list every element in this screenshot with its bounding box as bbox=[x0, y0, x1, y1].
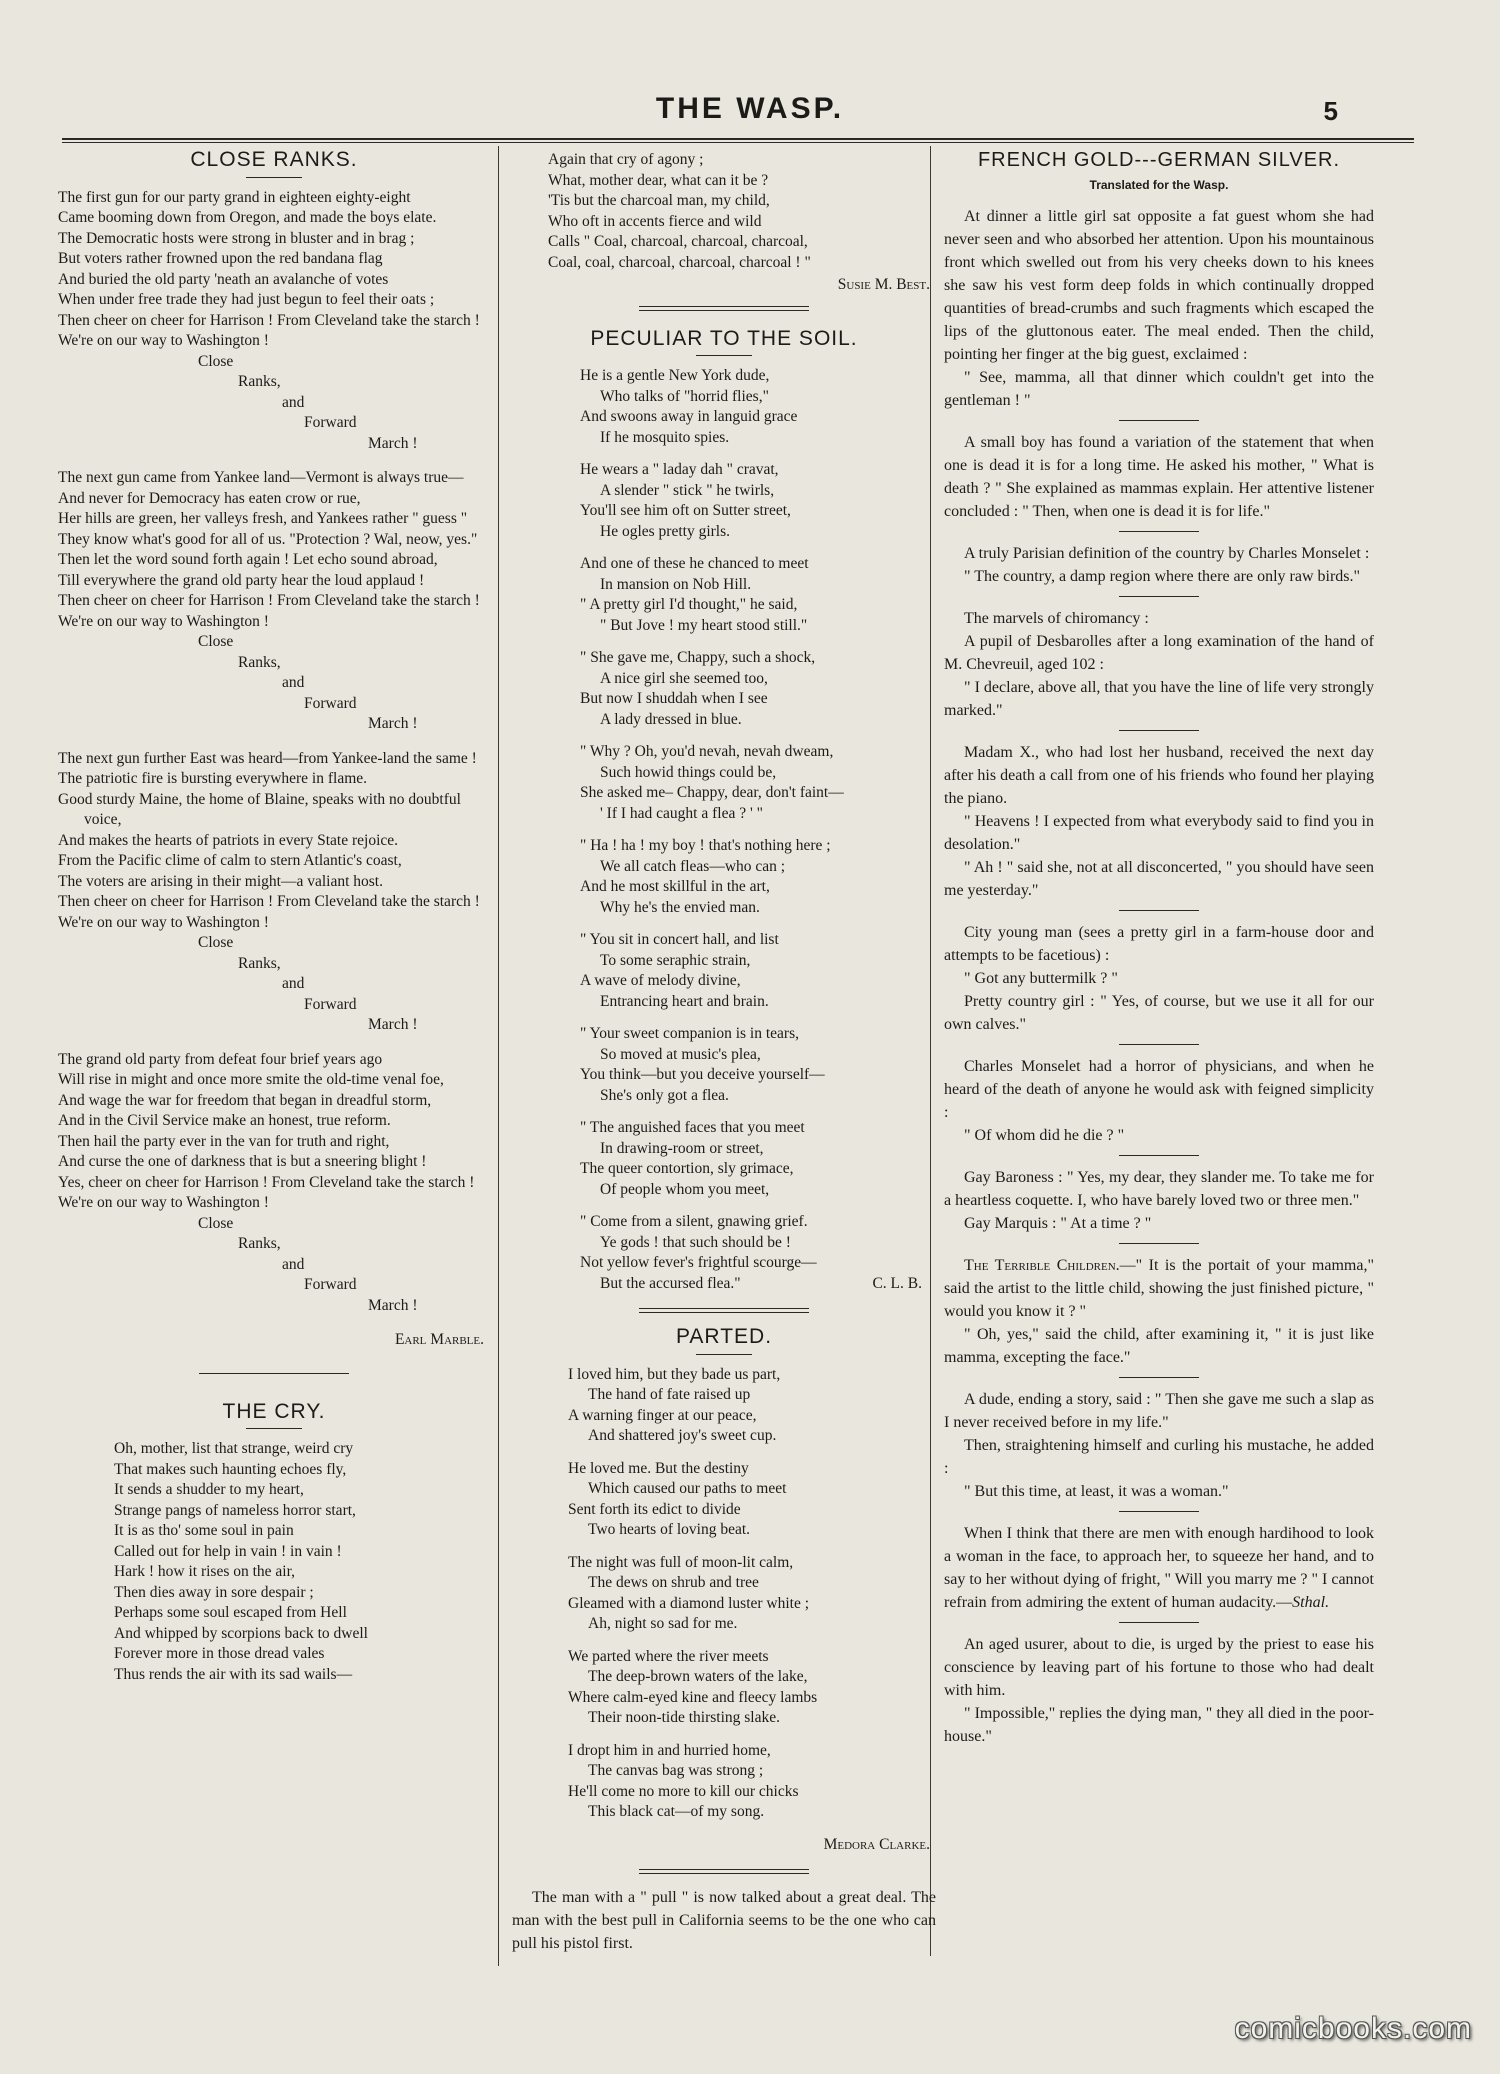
verse-line: " Why ? Oh, you'd nevah, nevah dweam, bbox=[580, 743, 834, 760]
attribution-sthal: Sthal. bbox=[1292, 1594, 1330, 1611]
anecdote-physicians bbox=[944, 1055, 1374, 1147]
verse-line: " You sit in concert hall, and list bbox=[580, 931, 779, 948]
verse-line: We're on our way to Washington ! bbox=[58, 332, 269, 349]
verse-line: Forever more in those dread vales bbox=[114, 1645, 325, 1662]
verse-line: Came booming down from Oregon, and made the boys elate. bbox=[58, 209, 437, 226]
anecdote-fat-guest bbox=[944, 205, 1374, 412]
item-rule bbox=[1119, 910, 1199, 911]
poem-peculiar-to-the-soil bbox=[512, 366, 936, 1294]
poem-title-close-ranks: CLOSE RANKS. bbox=[190, 148, 358, 171]
verse-line: Calls " Coal, charcoal, charcoal, charcoal, bbox=[548, 233, 808, 250]
paragraph: A truly Parisian definition of the country by Charles Monselet : bbox=[964, 545, 1370, 562]
signature-susie-best: Susie M. Best. bbox=[837, 276, 930, 293]
verse-line: " Ha ! ha ! my boy ! that's nothing here ; bbox=[580, 837, 831, 854]
stanza bbox=[580, 742, 936, 824]
paragraph: A dude, ending a story, said : " Then she gave me such a slap as I never received before in my life." bbox=[944, 1391, 1374, 1431]
poem-close-ranks bbox=[58, 188, 490, 1317]
poem-title-parted: PARTED. bbox=[675, 1325, 773, 1348]
verse-line: " Your sweet companion is in tears, bbox=[580, 1025, 799, 1042]
verse-line: Which caused our paths to meet bbox=[588, 1480, 787, 1497]
paragraph: Madam X., who had lost her husband, received the next day after his death a call from one of his friends who found her playing the piano. bbox=[944, 744, 1374, 807]
item-rule bbox=[1119, 420, 1199, 421]
run-in-head: The Terrible Children. bbox=[964, 1257, 1120, 1274]
verse-line: " She gave me, Chappy, such a shock, bbox=[580, 649, 816, 666]
verse-line: In drawing-room or street, bbox=[600, 1139, 764, 1157]
verse-line: From the Pacific clime of calm to stern Atlantic's coast, bbox=[58, 852, 402, 869]
verse-line: He ogles pretty girls. bbox=[600, 522, 731, 540]
signature-earl-marble: Earl Marble. bbox=[394, 1331, 484, 1348]
paragraph: " Got any buttermilk ? " bbox=[964, 970, 1118, 987]
refrain-step: Close bbox=[198, 352, 234, 370]
item-rule bbox=[1119, 596, 1199, 597]
anecdote-baroness bbox=[944, 1166, 1374, 1235]
verse-line: Thus rends the air with its sad wails— bbox=[114, 1665, 353, 1683]
anecdote-terrible-children: The Terrible Children.—" It is the portait of your mamma," said the artist to the little child, showing the just finished picture, " would you know it ? " bbox=[944, 1257, 1375, 1320]
verse-line: But voters rather frowned upon the red bandana flag bbox=[58, 250, 383, 267]
poem-the-cry-part1 bbox=[58, 1439, 490, 1685]
column-left bbox=[58, 150, 490, 1685]
stanza bbox=[58, 749, 490, 1036]
verse-line: The voters are arising in their might—a valiant host. bbox=[58, 872, 383, 890]
verse-line: Called out for help in vain ! in vain ! bbox=[114, 1542, 342, 1560]
verse-line: And shattered joy's sweet cup. bbox=[588, 1427, 777, 1444]
refrain-step: Close bbox=[198, 633, 234, 650]
item-rule bbox=[1119, 1155, 1199, 1156]
verse-line: If he mosquito spies. bbox=[600, 428, 730, 446]
refrain-step: and bbox=[282, 975, 305, 992]
section-subtitle: Translated for the Wasp. bbox=[1089, 177, 1229, 192]
refrain-step: Forward bbox=[304, 414, 357, 431]
verse-line: It is as tho' some soul in pain bbox=[114, 1522, 294, 1539]
verse-line: Good sturdy Maine, the home of Blaine, speaks with no doubtful voice, bbox=[58, 790, 461, 828]
verse-line: The patriotic fire is bursting everywhere in flame. bbox=[58, 770, 368, 787]
verse-line: The canvas bag was strong ; bbox=[588, 1762, 764, 1779]
verse-line: And makes the hearts of patriots in every State rejoice. bbox=[58, 831, 399, 849]
last-line-with-signature bbox=[580, 1274, 936, 1295]
paragraph: " The country, a damp region where there are only raw birds." bbox=[964, 568, 1361, 585]
paragraph: An aged usurer, about to die, is urged by the priest to ease his conscience by leaving part of his fortune to those who had dealt with him. bbox=[944, 1636, 1374, 1699]
verse-line: The dews on shrub and tree bbox=[588, 1574, 759, 1591]
anecdote-buttermilk bbox=[944, 921, 1374, 1036]
masthead-title: THE WASP. bbox=[655, 92, 845, 125]
anecdote-terrible-children-reply: " Oh, yes," said the child, after examining it, " it is just like mamma, excepting the face." bbox=[944, 1326, 1374, 1366]
verse-line: Two hearts of loving beat. bbox=[588, 1521, 751, 1538]
verse-line: ' If I had caught a flea ? ' " bbox=[600, 804, 763, 822]
anecdote-chiromancy bbox=[944, 607, 1374, 722]
verse-line: Who talks of "horrid flies," bbox=[600, 387, 769, 405]
poem-the-cry-part2 bbox=[512, 150, 936, 273]
signature-clb: C. L. B. bbox=[872, 1274, 922, 1292]
verse-line: They know what's good for all of us. "Protection ? Wal, neow, yes." bbox=[58, 530, 478, 548]
verse-line: And one of these he chanced to meet bbox=[580, 555, 809, 572]
verse-line: Of people whom you meet, bbox=[600, 1180, 770, 1198]
refrain-step: and bbox=[282, 393, 305, 411]
stanza bbox=[580, 366, 936, 448]
verse-line: A lady dressed in blue. bbox=[600, 710, 742, 728]
verse-line: " Come from a silent, gnawing grief. bbox=[580, 1213, 808, 1230]
paragraph: " Heavens ! I expected from what everybody said to find you in desolation." bbox=[944, 813, 1374, 853]
stanza bbox=[580, 1024, 936, 1106]
verse-line: Her hills are green, her valleys fresh, and Yankees rather " guess " bbox=[58, 510, 468, 527]
paragraph: At dinner a little girl sat opposite a fat guest whom she had never seen and who absorbed her attention. Upon his mountainous front which swelled out from his very cheeks down to his knees she saw his vest form deep folds in which continually dropped quantities of bread-crumbs and such fragments which escaped the lips of the gluttonous eater. The meal ended. Then the child, pointing her finger at the big guest, exclaimed : bbox=[944, 208, 1374, 363]
verse-line: Strange pangs of nameless horror start, bbox=[114, 1501, 356, 1519]
stanza bbox=[568, 1553, 936, 1635]
section-rule bbox=[639, 306, 809, 311]
refrain-step: Ranks, bbox=[238, 653, 281, 671]
paragraph: " Impossible," replies the dying man, " they all died in the poor-house." bbox=[944, 1705, 1374, 1745]
verse-line: Such howid things could be, bbox=[600, 763, 777, 781]
verse-line: The deep-brown waters of the lake, bbox=[588, 1668, 808, 1685]
verse-line: Coal, coal, charcoal, charcoal, charcoal ! " bbox=[548, 253, 811, 271]
refrain-step: and bbox=[282, 674, 305, 691]
verse-line: Then dies away in sore despair ; bbox=[114, 1583, 314, 1601]
verse-line: Gleamed with a diamond luster white ; bbox=[568, 1594, 810, 1612]
verse-line: Oh, mother, list that strange, weird cry bbox=[114, 1440, 354, 1457]
title-rule bbox=[696, 1354, 752, 1355]
verse-line: A slender " stick " he twirls, bbox=[600, 481, 775, 499]
verse-line: And never for Democracy has eaten crow or rue, bbox=[58, 489, 361, 507]
verse-line: The queer contortion, sly grimace, bbox=[580, 1160, 794, 1177]
verse-line: We're on our way to Washington ! bbox=[58, 1194, 269, 1211]
stanza bbox=[580, 1212, 936, 1294]
refrain-step: Close bbox=[198, 1214, 234, 1232]
verse-line: A wave of melody divine, bbox=[580, 972, 741, 989]
verse-line: Then let the word sound forth again ! Let echo sound abroad, bbox=[58, 551, 438, 568]
verse-line: Yes, cheer on cheer for Harrison ! From Cleveland take the starch ! bbox=[58, 1173, 475, 1191]
column-middle bbox=[512, 150, 936, 1955]
item-rule bbox=[1119, 1243, 1199, 1244]
section-rule bbox=[639, 1869, 809, 1874]
title-rule bbox=[696, 355, 752, 356]
paragraph: The marvels of chiromancy : bbox=[964, 610, 1149, 627]
verse-line: He loved me. But the destiny bbox=[568, 1459, 749, 1477]
verse-line: And he most skillful in the art, bbox=[580, 878, 770, 895]
paragraph: " But this time, at least, it was a woman." bbox=[964, 1483, 1229, 1500]
stanza bbox=[580, 930, 936, 1012]
poem-title-the-cry: THE CRY. bbox=[222, 1399, 326, 1423]
signature-medora-clarke: Medora Clarke. bbox=[823, 1835, 930, 1853]
anecdote-madam-x bbox=[944, 741, 1374, 902]
verse-line: When under free trade they had just begun to feel their oats ; bbox=[58, 291, 435, 308]
stanza bbox=[568, 1647, 936, 1729]
verse-line: Then cheer on cheer for Harrison ! From Cleveland take the starch ! bbox=[58, 592, 480, 609]
verse-line: Again that cry of agony ; bbox=[548, 151, 704, 168]
paragraph: A pupil of Desbarolles after a long examination of the hand of M. Chevreuil, aged 102 : bbox=[944, 633, 1374, 673]
verse-line: We parted where the river meets bbox=[568, 1647, 769, 1665]
verse-line: And whipped by scorpions back to dwell bbox=[114, 1624, 368, 1642]
refrain-step: Ranks, bbox=[238, 373, 281, 390]
verse-line: He'll come no more to kill our chicks bbox=[568, 1782, 799, 1800]
verse-line: Not yellow fever's frightful scourge— bbox=[580, 1254, 817, 1271]
paragraph: " See, mamma, all that dinner which couldn't get into the gentleman ! " bbox=[944, 369, 1374, 409]
verse-line: And wage the war for freedom that began in dreadful storm, bbox=[58, 1091, 432, 1109]
item-rule bbox=[1119, 531, 1199, 532]
paragraph: Gay Baroness : " Yes, my dear, they slander me. To take me for a heartless coquette. I, who have barely loved two or three men." bbox=[944, 1169, 1374, 1209]
stanza bbox=[580, 648, 936, 730]
verse-line: Why he's the envied man. bbox=[600, 898, 760, 916]
item-rule bbox=[1119, 1511, 1199, 1512]
verse-line: This black cat—of my song. bbox=[588, 1803, 765, 1820]
refrain-step: Forward bbox=[304, 694, 357, 712]
stanza bbox=[580, 836, 936, 918]
poem-title-peculiar: PECULIAR TO THE SOIL. bbox=[590, 326, 858, 350]
verse-line: What, mother dear, what can it be ? bbox=[548, 171, 769, 189]
stanza bbox=[58, 1050, 490, 1317]
item-rule bbox=[1119, 730, 1199, 731]
anecdote-usurer bbox=[944, 1633, 1374, 1748]
verse-line: He wears a " laday dah " cravat, bbox=[580, 461, 779, 478]
poem-parted bbox=[512, 1365, 936, 1823]
verse-line: To some seraphic strain, bbox=[600, 951, 751, 969]
item-rule bbox=[1119, 1377, 1199, 1378]
refrain-step: Ranks, bbox=[238, 954, 281, 972]
verse-line: Will rise in might and once more smite the old-time venal foe, bbox=[58, 1071, 444, 1088]
page-number: 5 bbox=[1323, 96, 1338, 126]
verse-line: The next gun came from Yankee land—Vermont is always true— bbox=[58, 469, 464, 486]
verse-line: The Democratic hosts were strong in bluster and in brag ; bbox=[58, 229, 415, 247]
title-rule bbox=[246, 177, 302, 178]
verse-line: " A pretty girl I'd thought," he said, bbox=[580, 596, 798, 613]
verse-line: Then cheer on cheer for Harrison ! From Cleveland take the starch ! bbox=[58, 893, 480, 910]
verse-line: Then cheer on cheer for Harrison ! From Cleveland take the starch ! bbox=[58, 311, 480, 329]
verse-line: You think—but you deceive yourself— bbox=[580, 1066, 825, 1083]
refrain-step: and bbox=[282, 1255, 305, 1273]
verse-line: But now I shuddah when I see bbox=[580, 690, 768, 707]
stanza bbox=[580, 1118, 936, 1200]
stanza bbox=[568, 1741, 936, 1823]
paragraph: Then, straightening himself and curling his mustache, he added : bbox=[944, 1437, 1374, 1477]
title-rule bbox=[246, 1428, 302, 1429]
verse-line: I loved him, but they bade us part, bbox=[568, 1365, 781, 1383]
verse-line: We're on our way to Washington ! bbox=[58, 913, 269, 931]
verse-line: Their noon-tide thirsting slake. bbox=[588, 1709, 780, 1726]
verse-line: I dropt him in and hurried home, bbox=[568, 1741, 771, 1759]
item-rule bbox=[1119, 1044, 1199, 1045]
verse-line: 'Tis but the charcoal man, my child, bbox=[548, 192, 770, 209]
verse-line: Hark ! how it rises on the air, bbox=[114, 1563, 296, 1580]
verse-line: Ah, night so sad for me. bbox=[588, 1615, 738, 1632]
verse-line: The next gun further East was heard—from Yankee-land the same ! bbox=[58, 749, 477, 767]
refrain-step: Forward bbox=[304, 995, 357, 1013]
stanza bbox=[58, 188, 490, 455]
stanza bbox=[568, 1365, 936, 1447]
stanza bbox=[580, 460, 936, 542]
column-divider bbox=[498, 146, 499, 1966]
verse-line: A nice girl she seemed too, bbox=[600, 669, 768, 687]
anecdote-country bbox=[944, 542, 1374, 588]
verse-line: Sent forth its edict to divide bbox=[568, 1500, 741, 1518]
paragraph: Charles Monselet had a horror of physicians, and when he heard of the death of anyone he would ask with feigned simplicity : bbox=[944, 1058, 1374, 1121]
paragraph: " I declare, above all, that you have the line of life very strongly marked." bbox=[944, 679, 1374, 719]
verse-line: It sends a shudder to my heart, bbox=[114, 1481, 304, 1498]
column-right bbox=[944, 150, 1374, 1748]
anecdote-dude bbox=[944, 1388, 1374, 1503]
section-rule bbox=[199, 1373, 349, 1374]
item-rule bbox=[1119, 1622, 1199, 1623]
verse-line: The first gun for our party grand in eighteen eighty-eight bbox=[58, 188, 411, 206]
watermark: comicbooks.com bbox=[1234, 2012, 1472, 2045]
anecdote-audacity: When I think that there are men with enough hardihood to look a woman in the face, to approach her, to squeeze her hand, and to say to her without dying of fright, " Will you marry me ? " I cannot refrain from admiring the extent of human audacity.—Sthal. bbox=[944, 1525, 1374, 1611]
verse-line: In mansion on Nob Hill. bbox=[600, 575, 752, 593]
paragraph: A small boy has found a variation of the statement that when one is dead it is for a long time. He asked his mother, " What is death ? " She explained as mammas explain. Her attentive listener concluded : " Then, when one is dead it is for life." bbox=[944, 434, 1374, 520]
verse-line: But the accursed flea." bbox=[600, 1274, 741, 1292]
anecdote-death bbox=[944, 431, 1374, 523]
verse-line: " But Jove ! my heart stood still." bbox=[600, 616, 808, 634]
verse-line: That makes such haunting echoes fly, bbox=[114, 1460, 347, 1478]
verse-line: Then hail the party ever in the van for truth and right, bbox=[58, 1132, 390, 1150]
refrain-step: Close bbox=[198, 934, 234, 951]
verse-line: We all catch fleas—who can ; bbox=[600, 857, 786, 875]
verse-line: And buried the old party 'neath an avalanche of votes bbox=[58, 270, 389, 288]
verse-line: We're on our way to Washington ! bbox=[58, 612, 269, 630]
verse-line: The night was full of moon-lit calm, bbox=[568, 1553, 794, 1571]
verse-line: " The anguished faces that you meet bbox=[580, 1119, 805, 1136]
verse-line: The grand old party from defeat four brief years ago bbox=[58, 1050, 383, 1068]
stanza bbox=[568, 1459, 936, 1541]
section-rule bbox=[639, 1308, 809, 1313]
verse-line: Till everywhere the grand old party hear the loud applaud ! bbox=[58, 571, 425, 589]
verse-line: A warning finger at our peace, bbox=[568, 1406, 757, 1424]
verse-line: Where calm-eyed kine and fleecy lambs bbox=[568, 1688, 818, 1706]
verse-line: You'll see him oft on Sutter street, bbox=[580, 502, 791, 519]
verse-line: The hand of fate raised up bbox=[588, 1386, 751, 1403]
paragraph: Gay Marquis : " At a time ? " bbox=[964, 1215, 1152, 1232]
verse-line: Entrancing heart and brain. bbox=[600, 992, 769, 1010]
verse-line: And curse the one of darkness that is but a sneering blight ! bbox=[58, 1153, 427, 1170]
verse-line: She asked me– Chappy, dear, don't faint— bbox=[580, 784, 844, 801]
paragraph: " Ah ! " said she, not at all disconcerted, " you should have seen me yesterday." bbox=[944, 859, 1374, 899]
verse-line: He is a gentle New York dude, bbox=[580, 367, 770, 384]
refrain-step: March ! bbox=[368, 434, 418, 452]
masthead bbox=[0, 92, 1500, 132]
pull-paragraph: The man with a " pull " is now talked about a great deal. The man with the best pull in California seems to be the one who can pull his pistol first. bbox=[512, 1889, 936, 1952]
paragraph: Pretty country girl : " Yes, of course, but we use it all for our own calves." bbox=[944, 993, 1374, 1033]
refrain-step: March ! bbox=[368, 1016, 418, 1033]
verse-line: And swoons away in languid grace bbox=[580, 408, 798, 425]
verse-line: Ye gods ! that such should be ! bbox=[600, 1233, 791, 1251]
verse-line: Perhaps some soul escaped from Hell bbox=[114, 1604, 347, 1621]
refrain-step: Ranks, bbox=[238, 1235, 281, 1252]
header-rule bbox=[62, 138, 1414, 143]
refrain-step: Forward bbox=[304, 1276, 357, 1293]
verse-line: So moved at music's plea, bbox=[600, 1045, 761, 1063]
verse-line: And in the Civil Service make an honest, true reform. bbox=[58, 1112, 391, 1129]
refrain-step: March ! bbox=[368, 715, 418, 732]
stanza bbox=[580, 554, 936, 636]
refrain-step: March ! bbox=[368, 1296, 418, 1314]
section-title-french-gold: FRENCH GOLD---GERMAN SILVER. bbox=[977, 149, 1341, 171]
stanza bbox=[58, 468, 490, 735]
paragraph: City young man (sees a pretty girl in a farm-house door and attempts to be facetious) : bbox=[944, 924, 1374, 964]
paragraph: " Of whom did he die ? " bbox=[964, 1127, 1125, 1144]
verse-line: Who oft in accents fierce and wild bbox=[548, 212, 762, 230]
verse-line: She's only got a flea. bbox=[600, 1086, 729, 1104]
